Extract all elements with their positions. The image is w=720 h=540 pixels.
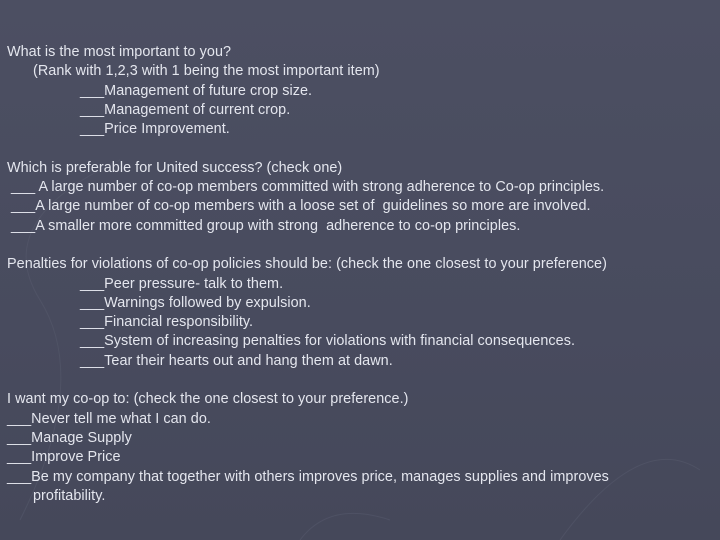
answer-option[interactable]: ___Price Improvement.: [80, 121, 230, 138]
answer-option[interactable]: ___A large number of co-op members with a loose set of guidelines so more are involved.: [7, 198, 591, 215]
question-text: I want my co-op to: (check the one closest to your preference.): [7, 391, 409, 408]
answer-option[interactable]: ___Financial responsibility.: [80, 314, 254, 331]
answer-option[interactable]: ___Manage Supply: [7, 429, 132, 446]
answer-option[interactable]: ___Management of future crop size.: [80, 82, 313, 99]
question-block-preference: [7, 159, 713, 236]
question-text: What is the most important to you?: [7, 44, 232, 60]
section-gap: [7, 236, 713, 255]
slide-content: [7, 43, 713, 506]
question-text: Which is preferable for United success? (check one): [7, 159, 343, 176]
background-swirl-3: [300, 513, 390, 540]
answer-option[interactable]: ___A smaller more committed group with strong adherence to co-op principles.: [7, 217, 521, 234]
section-gap: [7, 139, 713, 158]
question-instruction: (Rank with 1,2,3 with 1 being the most important item): [33, 63, 380, 80]
answer-option[interactable]: ___System of increasing penalties for violations with financial consequences.: [80, 333, 576, 350]
answer-option[interactable]: ___Warnings followed by expulsion.: [80, 294, 311, 311]
question-block-coop-role: [7, 390, 713, 506]
answer-option[interactable]: ___Never tell me what I can do.: [7, 410, 211, 427]
answer-option-continuation: profitability.: [33, 487, 106, 504]
section-gap: [7, 371, 713, 390]
answer-option[interactable]: ___Be my company that together with others improves price, manages supplies and improves: [7, 468, 609, 485]
answer-option[interactable]: ___Peer pressure- talk to them.: [80, 275, 284, 292]
answer-option[interactable]: ___Improve Price: [7, 449, 121, 466]
question-block-ranking: [7, 43, 713, 139]
answer-option[interactable]: ___ A large number of co-op members committed with strong adherence to Co-op principles.: [7, 179, 605, 196]
answer-option[interactable]: ___Tear their hearts out and hang them at dawn.: [80, 352, 393, 369]
question-block-penalties: [7, 255, 713, 371]
question-text: Penalties for violations of co-op policies should be: (check the one closest to your preference): [7, 256, 607, 273]
answer-option[interactable]: ___Management of current crop.: [80, 101, 291, 118]
